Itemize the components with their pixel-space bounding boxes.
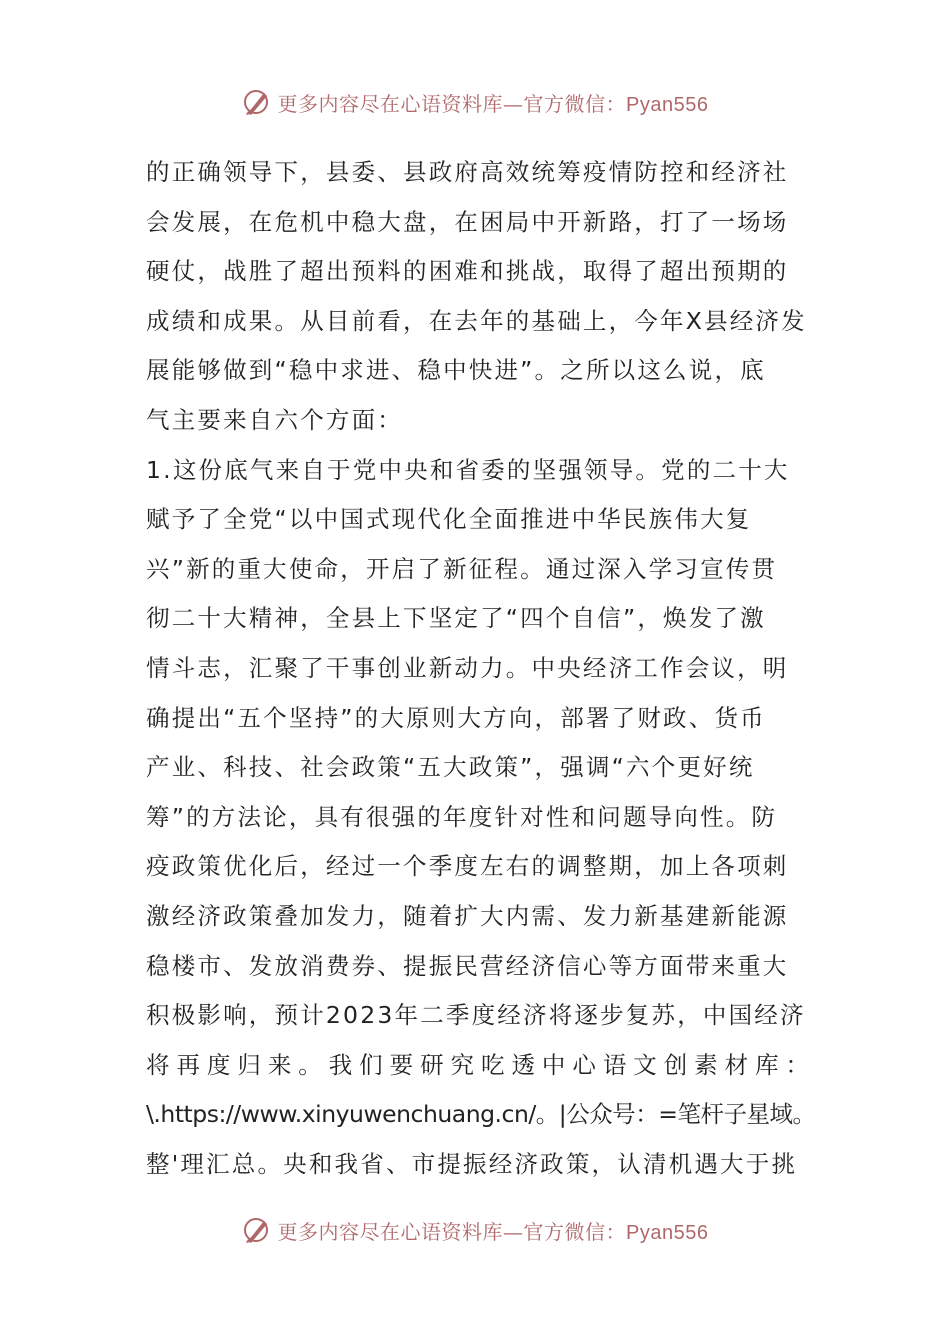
body-line: 确提出“五个坚持”的大原则大方向，部署了财政、货币 (146, 703, 766, 732)
body-line: 会发展，在危机中稳大盘，在困局中开新路，打了一场场 (146, 207, 789, 236)
body-line: 整'理汇总。央和我省、市提振经济政策，认清机遇大于挑 (146, 1149, 798, 1178)
body-line: 兴”新的重大使命，开启了新征程。通过深入学习宣传贯 (146, 554, 778, 583)
body-line: 展能够做到“稳中求进、稳中快进”。之所以这么说，底 (146, 356, 766, 385)
body-line: 产业、科技、社会政策“五大政策”，强调“六个更好统 (146, 753, 755, 782)
body-line: 疫政策优化后，经过一个季度左右的调整期，加上各项刺 (146, 852, 789, 881)
footer-watermark (0, 1212, 950, 1248)
body-line: 赋予了全党“以中国式现代化全面推进中华民族伟大复 (146, 505, 752, 534)
header-watermark-text: 更多内容尽在心语资料库—官方微信：Pyan556 (277, 91, 709, 116)
body-line: 筹”的方法论，具有很强的年度针对性和问题导向性。防 (146, 802, 778, 831)
body-line: 稳楼市、发放消费券、提振民营经济信心等方面带来重大 (146, 951, 789, 980)
body-line: 的正确领导下，县委、县政府高效统筹疫情防控和经济社 (146, 158, 789, 186)
document-body (146, 148, 816, 1189)
pen-logo-icon (242, 1215, 272, 1245)
footer-watermark-id: Pyan556 (626, 1221, 709, 1244)
body-line: 情斗志，汇聚了干事创业新动力。中央经济工作会议，明 (146, 653, 789, 682)
body-line: 成绩和成果。从目前看，在去年的基础上，今年X县经济发 (146, 306, 807, 335)
header-watermark-id: Pyan556 (626, 93, 709, 116)
body-line: 气主要来自六个方面： (146, 405, 403, 434)
footer-watermark-text: 更多内容尽在心语资料库—官方微信：Pyan556 (277, 1219, 709, 1244)
header-watermark (0, 84, 950, 120)
body-line: 激经济政策叠加发力，随着扩大内需、发力新基建新能源 (146, 901, 789, 930)
body-line: 将再度归来。我们要研究吃透中心语文创素材库： (146, 1050, 816, 1079)
body-line-url: \.https://www.xinyuwenchuang.cn/。|公众号：=笔杆子星域。 (146, 1100, 816, 1129)
pen-logo-icon (242, 87, 272, 117)
body-line: 硬仗，战胜了超出预料的困难和挑战，取得了超出预期的 (146, 257, 789, 286)
body-line: 1.这份底气来自于党中央和省委的坚强领导。党的二十大 (146, 455, 790, 484)
body-line: 彻二十大精神，全县上下坚定了“四个自信”，焕发了激 (146, 604, 766, 633)
body-line: 积极影响，预计2023年二季度经济将逐步复苏，中国经济 (146, 1001, 806, 1030)
